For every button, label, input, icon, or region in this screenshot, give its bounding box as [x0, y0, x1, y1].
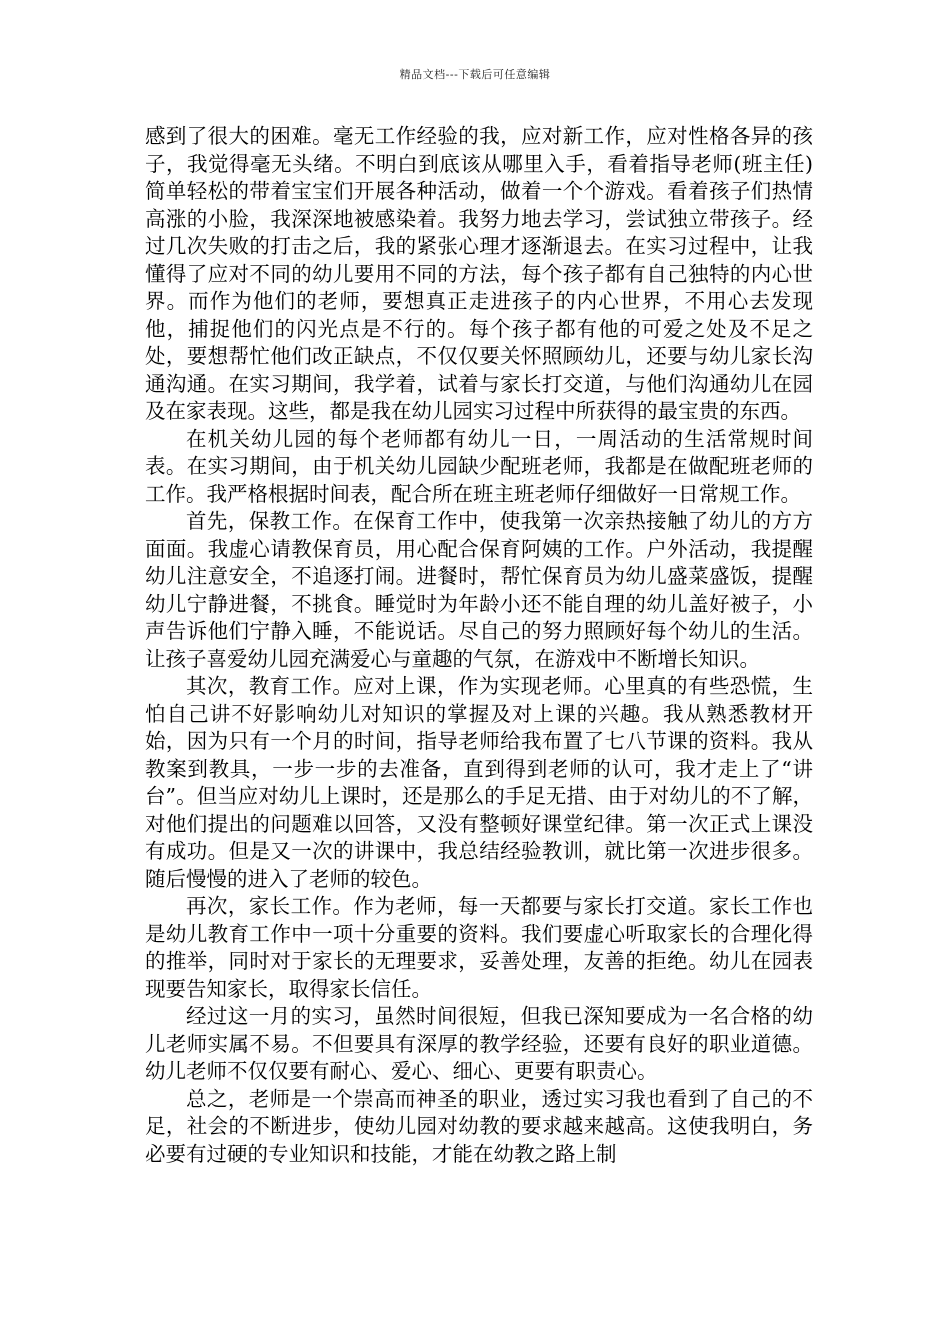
paragraph-3: 首先，保教工作。在保育工作中，使我第一次亲热接触了幼儿的方方面面。我虚心请教保育员，用心配合保育阿姨的工作。户外活动，我提醒幼儿注意安全，不追逐打闹。进餐时，帮忙保育员为幼儿盛菜盛饭，提醒幼儿宁静进餐，不挑食。睡觉时为年龄小还不能自理的幼儿盖好被子，小声告诉他们宁静入睡，不能说话。尽自己的努力照顾好每个幼儿的生活。让孩子喜爱幼儿园充满爱心与童趣的气氛，在游戏中不断增长知识。 [145, 509, 813, 671]
paragraph-1: 感到了很大的困难。毫无工作经验的我，应对新工作，应对性格各异的孩子，我觉得毫无头绪。不明白到底该从哪里入手，看着指导老师(班主任)简单轻松的带着宝宝们开展各种活动，做着一个个游戏。看着孩子们热情高涨的小脸，我深深地被感染着。我努力地去学习，尝试独立带孩子。经过几次失败的打击之后，我的紧张心理才逐渐退去。在实习过程中，让我懂得了应对不同的幼儿要用不同的方法，每个孩子都有自己独特的内心世界。而作为他们的老师，要想真正走进孩子的内心世界，不用心去发现他，捕捉他们的闪光点是不行的。每个孩子都有他的可爱之处及不足之处，要想帮忙他们改正缺点，不仅仅要关怀照顾幼儿，还要与幼儿家长沟通沟通。在实习期间，我学着，试着与家长打交道，与他们沟通幼儿在园及在家表现。这些，都是我在幼儿园实习过程中所获得的最宝贵的东西。 [145, 124, 813, 423]
paragraph-6: 经过这一月的实习，虽然时间很短，但我已深知要成为一名合格的幼儿老师实属不易。不但要具有深厚的教学经验，还要有良好的职业道德。幼儿老师不仅仅要有耐心、爱心、细心、更要有职责心。 [145, 1004, 813, 1083]
paragraph-2: 在机关幼儿园的每个老师都有幼儿一日，一周活动的生活常规时间表。在实习期间，由于机关幼儿园缺少配班老师，我都是在做配班老师的工作。我严格根据时间表，配合所在班主班老师仔细做好一日常规工作。 [145, 426, 813, 506]
paragraph-4: 其次，教育工作。应对上课，作为实现老师。心里真的有些恐慌，生怕自己讲不好影响幼儿对知识的掌握及对上课的兴趣。我从熟悉教材开始，因为只有一个月的时间，指导老师给我布置了七八节课的资料。我从教案到教具，一步一步的去准备，直到得到老师的认可，我才走上了“讲台”。但当应对幼儿上课时，还是那么的手足无措、由于对幼儿的不了解，对他们提出的问题难以回答，又没有整顿好课堂纪律。第一次正式上课没有成功。但是又一次的讲课中，我总结经验教训，就比第一次进步很多。随后慢慢的进入了老师的较色。 [145, 674, 813, 891]
page-header: 精品文档---下载后可任意编辑 [399, 68, 551, 81]
document-body [145, 123, 813, 1168]
paragraph-5: 再次，家长工作。作为老师，每一天都要与家长打交道。家长工作也是幼儿教育工作中一项十分重要的资料。我们要虚心听取家长的合理化得的推举，同时对于家长的无理要求，妥善处理，友善的拒绝。幼儿在园表现要告知家长，取得家长信任。 [145, 894, 813, 1001]
paragraph-7: 总之，老师是一个崇高而神圣的职业，透过实习我也看到了自己的不足，社会的不断进步，使幼儿园对幼教的要求越来越高。这使我明白，务必要有过硬的专业知识和技能，才能在幼教之路上制 [145, 1086, 813, 1166]
